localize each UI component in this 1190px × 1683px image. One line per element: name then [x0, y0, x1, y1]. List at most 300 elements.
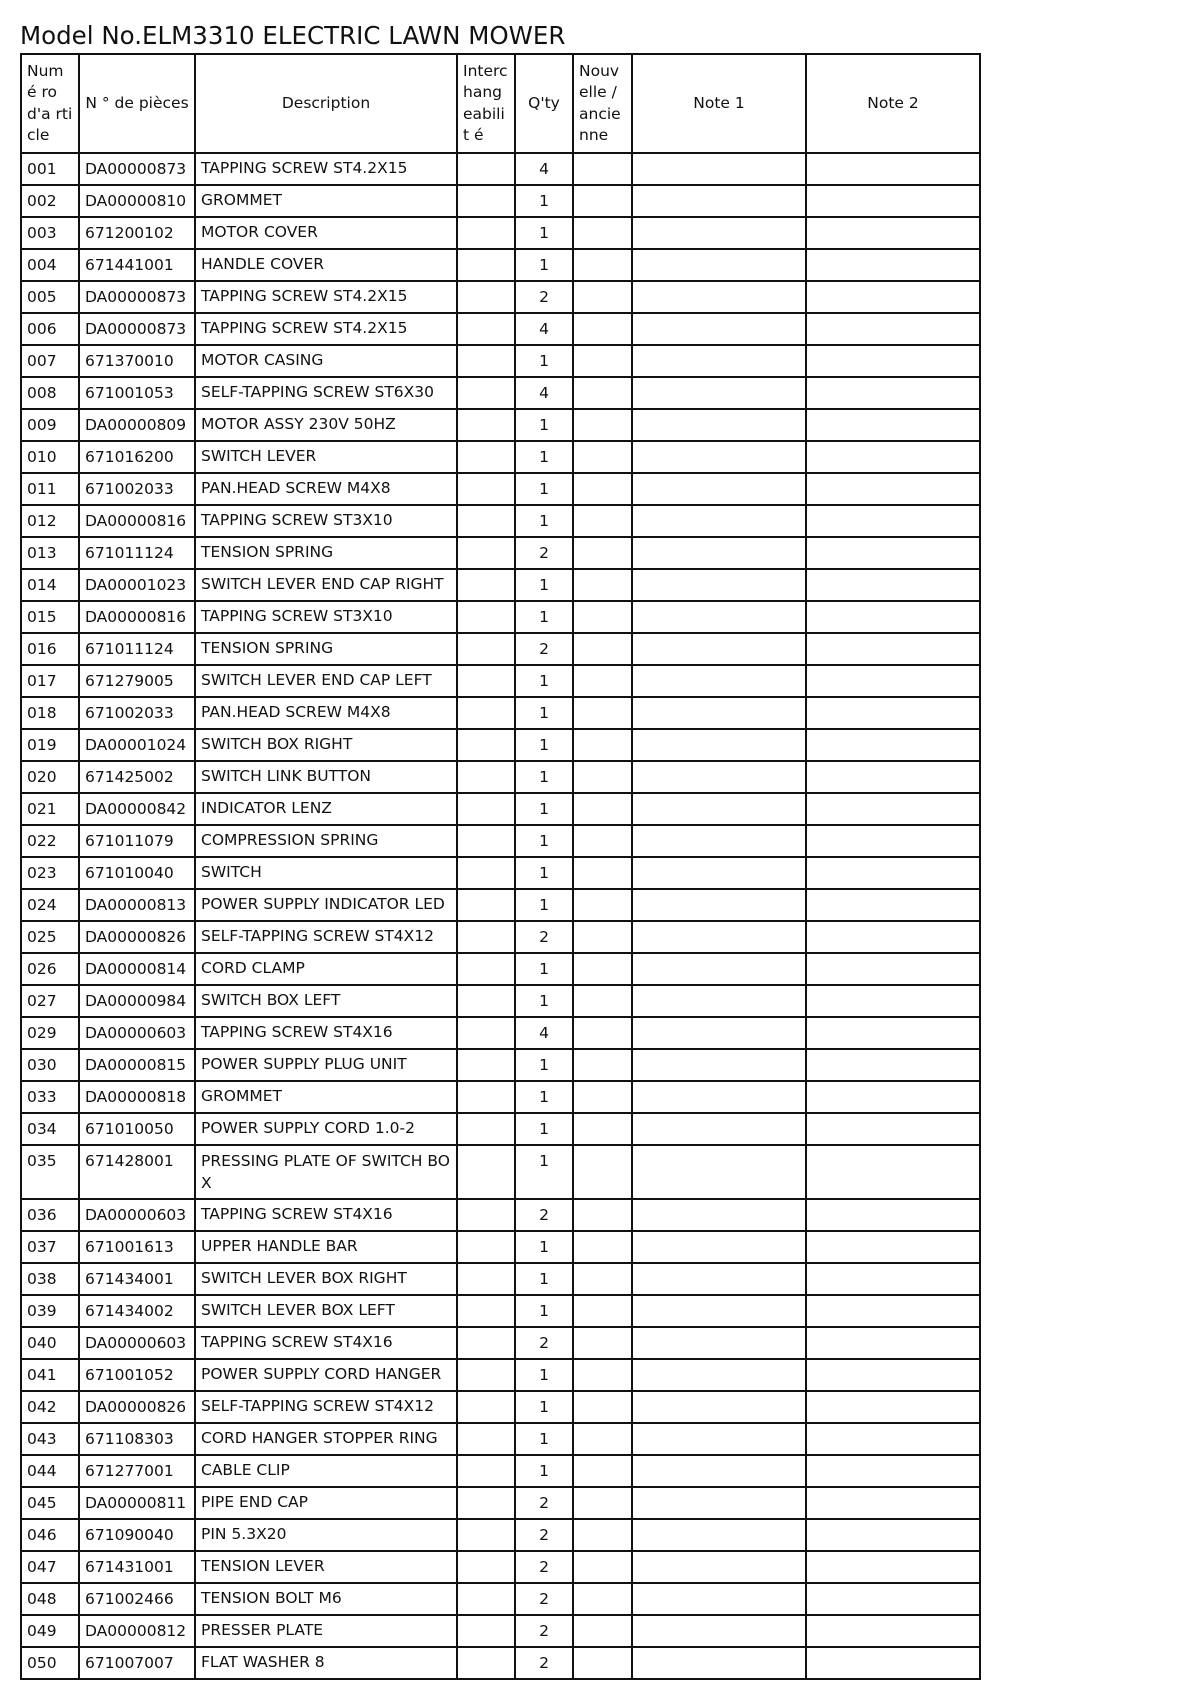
part-number-cell: 671010050	[79, 1113, 195, 1145]
note-1-cell	[632, 889, 806, 921]
part-number-cell: DA00000811	[79, 1487, 195, 1519]
description-cell: SELF-TAPPING SCREW ST4X12	[195, 1391, 457, 1423]
interchangeability-cell	[457, 345, 515, 377]
table-row	[21, 1231, 980, 1263]
table-row	[21, 729, 980, 761]
note-1-cell	[632, 985, 806, 1017]
item-number-cell: 001	[21, 153, 79, 185]
note-1-cell	[632, 825, 806, 857]
new-old-cell	[573, 825, 632, 857]
note-1-cell	[632, 1049, 806, 1081]
quantity-cell: 1	[515, 1145, 573, 1199]
interchangeability-cell	[457, 505, 515, 537]
new-old-cell	[573, 1455, 632, 1487]
item-number-cell: 046	[21, 1519, 79, 1551]
interchangeability-cell	[457, 1081, 515, 1113]
part-number-cell: 671011124	[79, 537, 195, 569]
table-row	[21, 1391, 980, 1423]
note-1-cell	[632, 569, 806, 601]
item-number-cell: 040	[21, 1327, 79, 1359]
note-1-cell	[632, 1551, 806, 1583]
interchangeability-cell	[457, 1017, 515, 1049]
interchangeability-cell	[457, 1113, 515, 1145]
note-2-cell	[806, 249, 980, 281]
item-number-cell: 038	[21, 1263, 79, 1295]
note-2-cell	[806, 985, 980, 1017]
interchangeability-cell	[457, 1145, 515, 1199]
part-number-cell: DA00000984	[79, 985, 195, 1017]
part-number-cell: 671200102	[79, 217, 195, 249]
new-old-cell	[573, 569, 632, 601]
header-description: Description	[195, 54, 457, 153]
new-old-cell	[573, 1049, 632, 1081]
header-item-no: Numé ro d'a rticle	[21, 54, 79, 153]
note-2-cell	[806, 793, 980, 825]
note-2-cell	[806, 1487, 980, 1519]
description-cell: TENSION SPRING	[195, 537, 457, 569]
part-number-cell: 671002033	[79, 473, 195, 505]
new-old-cell	[573, 1423, 632, 1455]
note-2-cell	[806, 825, 980, 857]
part-number-cell: DA00000812	[79, 1615, 195, 1647]
table-row	[21, 1049, 980, 1081]
description-cell: COMPRESSION SPRING	[195, 825, 457, 857]
description-cell: POWER SUPPLY CORD 1.0-2	[195, 1113, 457, 1145]
note-2-cell	[806, 921, 980, 953]
note-2-cell	[806, 409, 980, 441]
item-number-cell: 006	[21, 313, 79, 345]
quantity-cell: 1	[515, 601, 573, 633]
new-old-cell	[573, 665, 632, 697]
part-number-cell: DA00000809	[79, 409, 195, 441]
part-number-cell: DA00000603	[79, 1327, 195, 1359]
table-row	[21, 1519, 980, 1551]
quantity-cell: 1	[515, 1113, 573, 1145]
table-row	[21, 1081, 980, 1113]
table-row	[21, 1145, 980, 1199]
note-1-cell	[632, 441, 806, 473]
note-1-cell	[632, 1615, 806, 1647]
note-1-cell	[632, 505, 806, 537]
new-old-cell	[573, 857, 632, 889]
quantity-cell: 2	[515, 633, 573, 665]
part-number-cell: DA00001024	[79, 729, 195, 761]
item-number-cell: 002	[21, 185, 79, 217]
item-number-cell: 026	[21, 953, 79, 985]
description-cell: CORD CLAMP	[195, 953, 457, 985]
description-cell: POWER SUPPLY PLUG UNIT	[195, 1049, 457, 1081]
interchangeability-cell	[457, 889, 515, 921]
description-cell: TAPPING SCREW ST3X10	[195, 505, 457, 537]
note-2-cell	[806, 1231, 980, 1263]
description-cell: GROMMET	[195, 185, 457, 217]
note-1-cell	[632, 921, 806, 953]
quantity-cell: 2	[515, 1327, 573, 1359]
interchangeability-cell	[457, 665, 515, 697]
part-number-cell: 671011124	[79, 633, 195, 665]
quantity-cell: 1	[515, 1263, 573, 1295]
quantity-cell: 1	[515, 697, 573, 729]
note-2-cell	[806, 153, 980, 185]
table-row	[21, 1551, 980, 1583]
part-number-cell: 671001053	[79, 377, 195, 409]
note-1-cell	[632, 313, 806, 345]
table-header-row	[21, 54, 980, 153]
table-row	[21, 217, 980, 249]
quantity-cell: 1	[515, 761, 573, 793]
table-row	[21, 633, 980, 665]
interchangeability-cell	[457, 153, 515, 185]
new-old-cell	[573, 953, 632, 985]
new-old-cell	[573, 1391, 632, 1423]
new-old-cell	[573, 1263, 632, 1295]
description-cell: SWITCH LEVER END CAP RIGHT	[195, 569, 457, 601]
part-number-cell: 671002033	[79, 697, 195, 729]
header-part-no: N ° de pièces	[79, 54, 195, 153]
note-2-cell	[806, 1049, 980, 1081]
new-old-cell	[573, 249, 632, 281]
part-number-cell: 671001613	[79, 1231, 195, 1263]
interchangeability-cell	[457, 249, 515, 281]
item-number-cell: 012	[21, 505, 79, 537]
interchangeability-cell	[457, 1615, 515, 1647]
table-row	[21, 345, 980, 377]
table-row	[21, 1017, 980, 1049]
note-1-cell	[632, 1391, 806, 1423]
description-cell: TAPPING SCREW ST3X10	[195, 601, 457, 633]
item-number-cell: 045	[21, 1487, 79, 1519]
table-row	[21, 1359, 980, 1391]
interchangeability-cell	[457, 857, 515, 889]
quantity-cell: 1	[515, 1231, 573, 1263]
interchangeability-cell	[457, 633, 515, 665]
note-2-cell	[806, 1583, 980, 1615]
item-number-cell: 041	[21, 1359, 79, 1391]
note-2-cell	[806, 665, 980, 697]
description-cell: MOTOR CASING	[195, 345, 457, 377]
table-row	[21, 1263, 980, 1295]
quantity-cell: 2	[515, 921, 573, 953]
note-2-cell	[806, 633, 980, 665]
table-row	[21, 569, 980, 601]
header-note-1: Note 1	[632, 54, 806, 153]
description-cell: MOTOR COVER	[195, 217, 457, 249]
item-number-cell: 042	[21, 1391, 79, 1423]
note-1-cell	[632, 345, 806, 377]
interchangeability-cell	[457, 1583, 515, 1615]
part-number-cell: 671002466	[79, 1583, 195, 1615]
note-2-cell	[806, 1145, 980, 1199]
interchangeability-cell	[457, 761, 515, 793]
quantity-cell: 1	[515, 409, 573, 441]
interchangeability-cell	[457, 729, 515, 761]
note-1-cell	[632, 409, 806, 441]
table-row	[21, 377, 980, 409]
table-row	[21, 473, 980, 505]
note-1-cell	[632, 185, 806, 217]
new-old-cell	[573, 505, 632, 537]
part-number-cell: 671441001	[79, 249, 195, 281]
new-old-cell	[573, 1199, 632, 1231]
description-cell: INDICATOR LENZ	[195, 793, 457, 825]
table-row	[21, 313, 980, 345]
item-number-cell: 034	[21, 1113, 79, 1145]
note-2-cell	[806, 1081, 980, 1113]
part-number-cell: DA00000816	[79, 505, 195, 537]
note-2-cell	[806, 1455, 980, 1487]
note-1-cell	[632, 1145, 806, 1199]
new-old-cell	[573, 1519, 632, 1551]
interchangeability-cell	[457, 569, 515, 601]
interchangeability-cell	[457, 793, 515, 825]
item-number-cell: 010	[21, 441, 79, 473]
part-number-cell: DA00000873	[79, 281, 195, 313]
description-cell: SWITCH	[195, 857, 457, 889]
new-old-cell	[573, 281, 632, 313]
quantity-cell: 2	[515, 1583, 573, 1615]
part-number-cell: DA00000810	[79, 185, 195, 217]
table-row	[21, 889, 980, 921]
new-old-cell	[573, 633, 632, 665]
page-title: Model No.ELM3310 ELECTRIC LAWN MOWER	[20, 21, 566, 50]
item-number-cell: 013	[21, 537, 79, 569]
part-number-cell: 671434001	[79, 1263, 195, 1295]
note-2-cell	[806, 537, 980, 569]
interchangeability-cell	[457, 1647, 515, 1679]
item-number-cell: 036	[21, 1199, 79, 1231]
note-1-cell	[632, 633, 806, 665]
note-2-cell	[806, 1295, 980, 1327]
quantity-cell: 1	[515, 665, 573, 697]
quantity-cell: 1	[515, 1049, 573, 1081]
item-number-cell: 005	[21, 281, 79, 313]
part-number-cell: DA00000813	[79, 889, 195, 921]
item-number-cell: 048	[21, 1583, 79, 1615]
note-1-cell	[632, 761, 806, 793]
description-cell: TAPPING SCREW ST4X16	[195, 1327, 457, 1359]
item-number-cell: 033	[21, 1081, 79, 1113]
note-2-cell	[806, 1113, 980, 1145]
note-2-cell	[806, 729, 980, 761]
note-2-cell	[806, 953, 980, 985]
note-2-cell	[806, 1359, 980, 1391]
header-interchangeability: Interc hang eabilit é	[457, 54, 515, 153]
interchangeability-cell	[457, 601, 515, 633]
description-cell: PAN.HEAD SCREW M4X8	[195, 697, 457, 729]
new-old-cell	[573, 473, 632, 505]
item-number-cell: 025	[21, 921, 79, 953]
header-qty: Q'ty	[515, 54, 573, 153]
table-row	[21, 1615, 980, 1647]
table-row	[21, 953, 980, 985]
new-old-cell	[573, 1583, 632, 1615]
interchangeability-cell	[457, 1487, 515, 1519]
note-2-cell	[806, 1615, 980, 1647]
part-number-cell: DA00000603	[79, 1199, 195, 1231]
interchangeability-cell	[457, 985, 515, 1017]
table-row	[21, 409, 980, 441]
quantity-cell: 2	[515, 1519, 573, 1551]
note-1-cell	[632, 665, 806, 697]
quantity-cell: 1	[515, 889, 573, 921]
quantity-cell: 1	[515, 1359, 573, 1391]
new-old-cell	[573, 1113, 632, 1145]
new-old-cell	[573, 377, 632, 409]
quantity-cell: 4	[515, 153, 573, 185]
description-cell: TAPPING SCREW ST4X16	[195, 1017, 457, 1049]
part-number-cell: DA00000814	[79, 953, 195, 985]
part-number-cell: 671277001	[79, 1455, 195, 1487]
part-number-cell: DA00000816	[79, 601, 195, 633]
interchangeability-cell	[457, 1455, 515, 1487]
item-number-cell: 008	[21, 377, 79, 409]
interchangeability-cell	[457, 1199, 515, 1231]
item-number-cell: 024	[21, 889, 79, 921]
quantity-cell: 1	[515, 985, 573, 1017]
note-1-cell	[632, 857, 806, 889]
description-cell: PRESSER PLATE	[195, 1615, 457, 1647]
note-2-cell	[806, 1199, 980, 1231]
table-row	[21, 281, 980, 313]
part-number-cell: DA00000873	[79, 153, 195, 185]
note-1-cell	[632, 1455, 806, 1487]
part-number-cell: DA00000818	[79, 1081, 195, 1113]
note-2-cell	[806, 441, 980, 473]
item-number-cell: 019	[21, 729, 79, 761]
quantity-cell: 2	[515, 1615, 573, 1647]
description-cell: PAN.HEAD SCREW M4X8	[195, 473, 457, 505]
description-cell: POWER SUPPLY INDICATOR LED	[195, 889, 457, 921]
item-number-cell: 004	[21, 249, 79, 281]
part-number-cell: 671090040	[79, 1519, 195, 1551]
note-2-cell	[806, 1423, 980, 1455]
note-1-cell	[632, 281, 806, 313]
interchangeability-cell	[457, 1327, 515, 1359]
quantity-cell: 1	[515, 729, 573, 761]
part-number-cell: 671428001	[79, 1145, 195, 1199]
item-number-cell: 035	[21, 1145, 79, 1199]
quantity-cell: 1	[515, 1295, 573, 1327]
note-1-cell	[632, 1487, 806, 1519]
description-cell: CORD HANGER STOPPER RING	[195, 1423, 457, 1455]
item-number-cell: 009	[21, 409, 79, 441]
interchangeability-cell	[457, 313, 515, 345]
item-number-cell: 050	[21, 1647, 79, 1679]
note-1-cell	[632, 1081, 806, 1113]
note-1-cell	[632, 249, 806, 281]
new-old-cell	[573, 729, 632, 761]
description-cell: SWITCH LEVER BOX RIGHT	[195, 1263, 457, 1295]
quantity-cell: 2	[515, 1647, 573, 1679]
note-1-cell	[632, 1423, 806, 1455]
table-row	[21, 1583, 980, 1615]
table-row	[21, 665, 980, 697]
table-row	[21, 441, 980, 473]
part-number-cell: DA00001023	[79, 569, 195, 601]
note-1-cell	[632, 473, 806, 505]
note-2-cell	[806, 1647, 980, 1679]
quantity-cell: 1	[515, 1081, 573, 1113]
description-cell: POWER SUPPLY CORD HANGER	[195, 1359, 457, 1391]
new-old-cell	[573, 345, 632, 377]
item-number-cell: 029	[21, 1017, 79, 1049]
interchangeability-cell	[457, 537, 515, 569]
note-1-cell	[632, 1017, 806, 1049]
note-2-cell	[806, 1263, 980, 1295]
quantity-cell: 1	[515, 857, 573, 889]
description-cell: PIN 5.3X20	[195, 1519, 457, 1551]
description-cell: TAPPING SCREW ST4.2X15	[195, 281, 457, 313]
description-cell: TENSION LEVER	[195, 1551, 457, 1583]
description-cell: SWITCH LEVER BOX LEFT	[195, 1295, 457, 1327]
note-2-cell	[806, 281, 980, 313]
quantity-cell: 1	[515, 249, 573, 281]
part-number-cell: DA00000842	[79, 793, 195, 825]
description-cell: SELF-TAPPING SCREW ST4X12	[195, 921, 457, 953]
description-cell: CABLE CLIP	[195, 1455, 457, 1487]
description-cell: SWITCH LEVER	[195, 441, 457, 473]
note-1-cell	[632, 601, 806, 633]
interchangeability-cell	[457, 1231, 515, 1263]
new-old-cell	[573, 1017, 632, 1049]
note-2-cell	[806, 1391, 980, 1423]
description-cell: HANDLE COVER	[195, 249, 457, 281]
table-row	[21, 1327, 980, 1359]
description-cell: SWITCH BOX LEFT	[195, 985, 457, 1017]
new-old-cell	[573, 1551, 632, 1583]
new-old-cell	[573, 985, 632, 1017]
new-old-cell	[573, 793, 632, 825]
table-row	[21, 1455, 980, 1487]
quantity-cell: 2	[515, 281, 573, 313]
note-2-cell	[806, 313, 980, 345]
interchangeability-cell	[457, 1359, 515, 1391]
note-1-cell	[632, 1359, 806, 1391]
note-1-cell	[632, 1327, 806, 1359]
table-row	[21, 1199, 980, 1231]
new-old-cell	[573, 409, 632, 441]
note-1-cell	[632, 1295, 806, 1327]
new-old-cell	[573, 1145, 632, 1199]
description-cell: UPPER HANDLE BAR	[195, 1231, 457, 1263]
description-cell: SWITCH BOX RIGHT	[195, 729, 457, 761]
note-2-cell	[806, 1519, 980, 1551]
note-1-cell	[632, 793, 806, 825]
new-old-cell	[573, 313, 632, 345]
quantity-cell: 4	[515, 377, 573, 409]
description-cell: FLAT WASHER 8	[195, 1647, 457, 1679]
item-number-cell: 023	[21, 857, 79, 889]
header-new-old: Nouv elle / ancie nne	[573, 54, 632, 153]
item-number-cell: 027	[21, 985, 79, 1017]
note-2-cell	[806, 1017, 980, 1049]
item-number-cell: 047	[21, 1551, 79, 1583]
new-old-cell	[573, 185, 632, 217]
description-cell: PIPE END CAP	[195, 1487, 457, 1519]
note-2-cell	[806, 505, 980, 537]
interchangeability-cell	[457, 473, 515, 505]
interchangeability-cell	[457, 377, 515, 409]
new-old-cell	[573, 761, 632, 793]
note-1-cell	[632, 217, 806, 249]
table-row	[21, 1113, 980, 1145]
description-cell: TAPPING SCREW ST4.2X15	[195, 153, 457, 185]
table-row	[21, 985, 980, 1017]
interchangeability-cell	[457, 1295, 515, 1327]
note-2-cell	[806, 1327, 980, 1359]
new-old-cell	[573, 1327, 632, 1359]
part-number-cell: DA00000815	[79, 1049, 195, 1081]
